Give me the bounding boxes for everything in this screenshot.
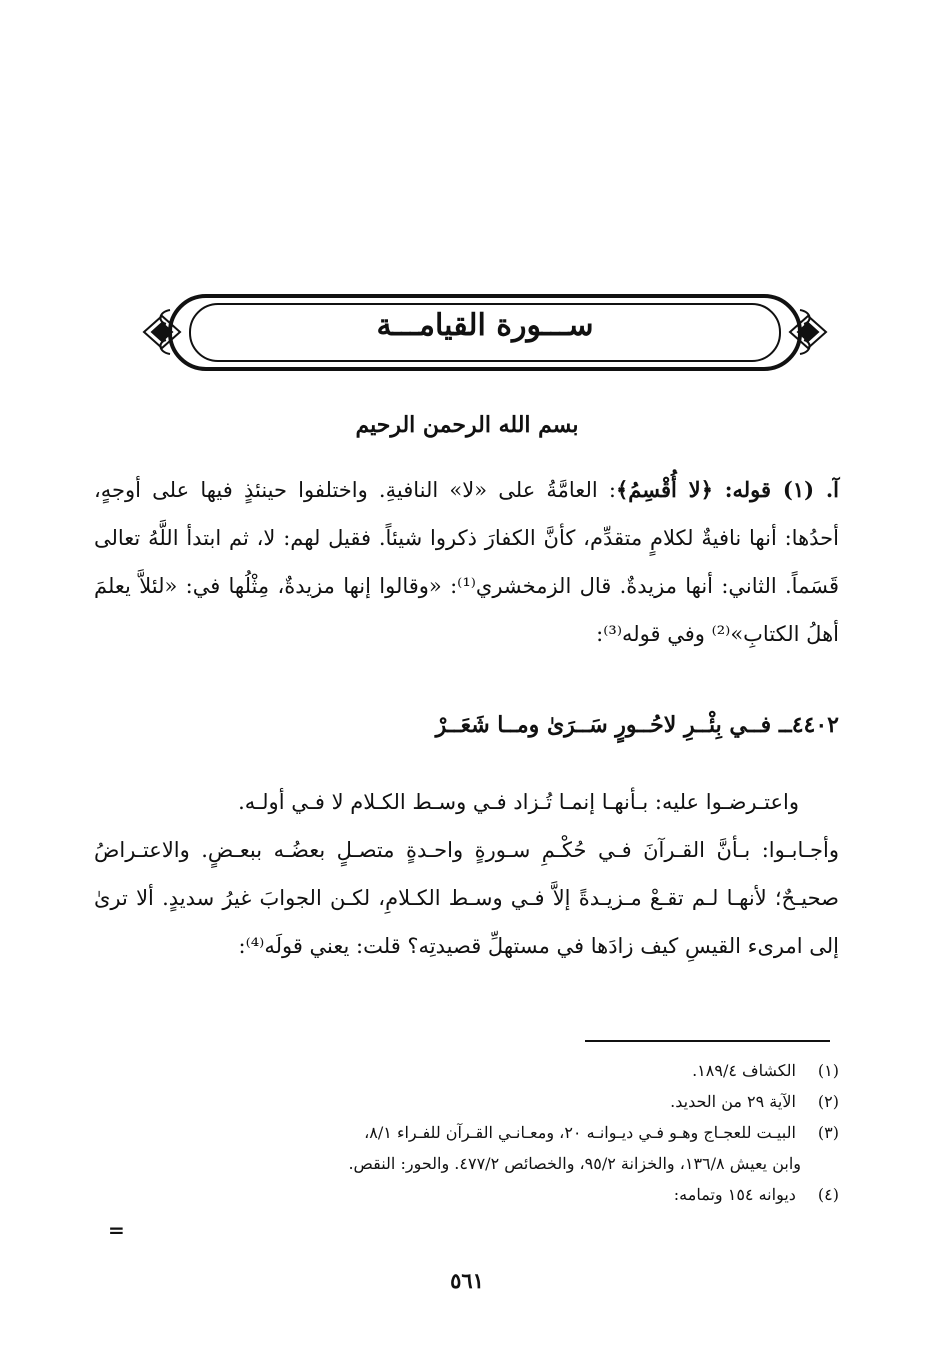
footnote-1 xyxy=(94,1055,839,1086)
footnote-4 xyxy=(94,1179,839,1210)
basmala: بسم الله الرحمن الرحيم xyxy=(355,412,579,438)
footnote-number: (٢) xyxy=(817,1092,839,1111)
paragraph-2-text: وأجـابـوا: بـأنَّ القـرآنَ فـي حُكْـمِ سـورةٍ واحـدةٍ متصـلٍ بعضُـه ببعـضٍ. والاعتـراضُ صحيـحٌ؛ لأنهـا لـم تقـعْ مـزيـدةً إلاَّ فـي وسـط الكـلامِ، لكـن الجوابَ غيرُ سديدٍ. ألا ترىٰ إلى امرىء القيسِ كيف زادَها في مستهلِّ قصيدتِه؟ قلت: يعني قولَه⁽⁴⁾: xyxy=(94,838,839,958)
surah-title: ســـورة القيامـــة xyxy=(376,308,594,343)
paragraph-1-text: : العامَّةُ على «لا» النافيةِ. واختلفوا حينئذٍ فيها على أوجهٍ، أحدُها: أنها نافيةٌ لكلامٍ متقدِّم، كأنَّ الكفارَ ذكروا شيئاً. فقيل لهم: لا، ثم ابتدأ اللَّهُ تعالى قَسَماً. الثاني: أنها مزيدةٌ. قال الزمخشري⁽¹⁾: «وقالوا إنها مزيدةٌ، مِثْلُها في: «لئلاَّ يعلمَ أهلُ الكتابِ»⁽²⁾ وفي قوله⁽³⁾: xyxy=(94,478,839,646)
footnotes xyxy=(94,1055,839,1210)
footnote-3 xyxy=(94,1117,839,1179)
paragraph-2-line-1: واعتـرضـوا عليه: بـأنهـا إنمـا تُـزاد فـي وسـط الكـلام لا فـي أولـه. xyxy=(238,790,799,814)
surah-header-frame xyxy=(140,290,830,375)
footnote-text: البيـت للعجـاج وهـو فـي ديـوانـه ٢٠، ومعـانـي القـرآن للفـراء ٨/١، xyxy=(364,1123,796,1142)
paragraph-2 xyxy=(94,778,839,970)
footnote-number: (٤) xyxy=(817,1185,839,1204)
footnote-text: ديوانه ١٥٤ وتمامه: xyxy=(673,1185,796,1204)
footnote-2 xyxy=(94,1086,839,1117)
footnote-divider xyxy=(585,1040,830,1042)
continuation-mark: = xyxy=(108,1218,125,1242)
page-number: ٥٦١ xyxy=(450,1268,484,1293)
poetry-verse: ٤٤٠٢ــ فــي بِئْــرِ لاحُــورٍ سَــرَىٰ ومــا شَعَــرْ xyxy=(435,712,839,738)
paragraph-1 xyxy=(94,466,839,658)
footnote-number: (١) xyxy=(817,1061,839,1080)
verse-reference: آ. (١) قوله: ﴿لا أُقْسِمُ﴾ xyxy=(615,477,839,502)
footnote-text: الآية ٢٩ من الحديد. xyxy=(670,1092,796,1111)
footnote-number: (٣) xyxy=(817,1123,839,1142)
footnote-continuation: وابن يعيش ١٣٦/٨، والخزانة ٩٥/٢، والخصائص ٤٧٧/٢. والحور: النقص. xyxy=(348,1154,801,1173)
footnote-text: الكشاف ١٨٩/٤. xyxy=(692,1061,796,1080)
